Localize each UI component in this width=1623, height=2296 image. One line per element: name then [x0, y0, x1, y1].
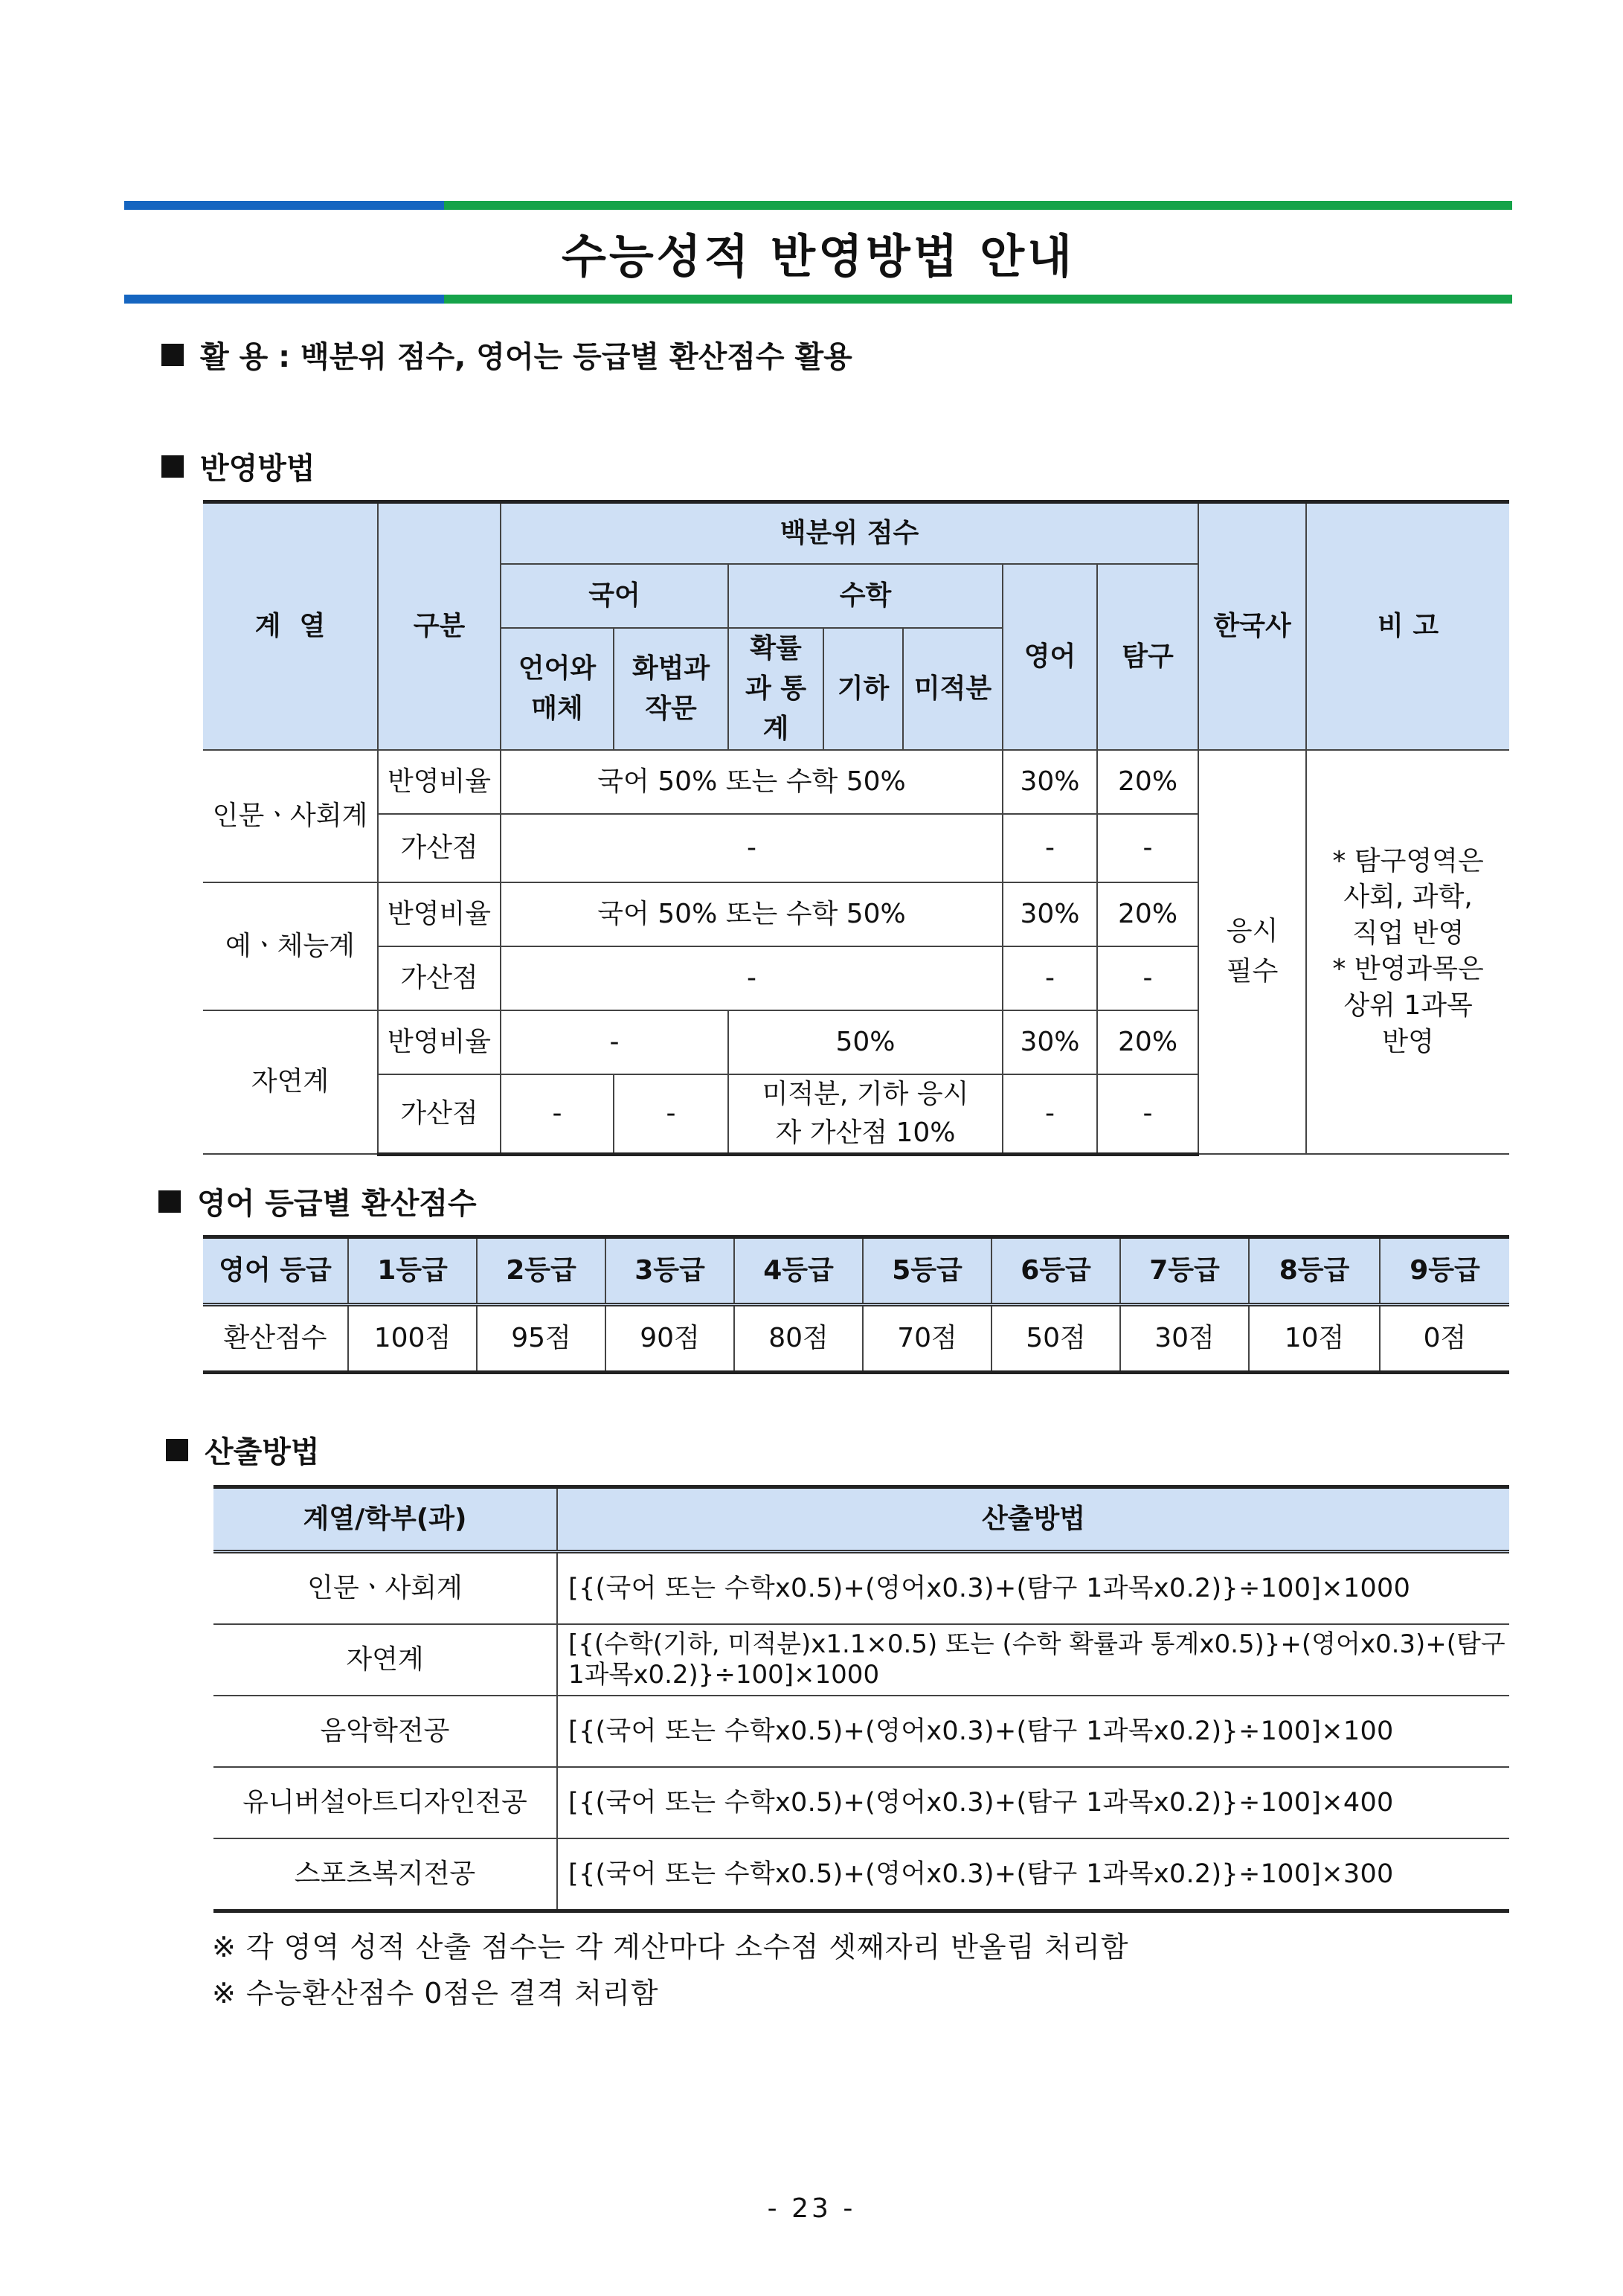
calc-header-dept: 계열/학부(과)	[213, 1487, 557, 1552]
title-bar-top	[124, 201, 1512, 210]
calc-header-method: 산출방법	[557, 1487, 1509, 1552]
square-bullet-icon	[166, 1439, 188, 1461]
row-value: 국어 50% 또는 수학 50%	[501, 882, 1003, 946]
header-division: 구분	[378, 502, 501, 750]
row-value: 미적분, 기하 응시자 가산점 10%	[728, 1074, 1003, 1155]
calc-formula: [{(국어 또는 수학x0.5)+(영어x0.3)+(탐구 1과목x0.2)}÷100]×1000	[557, 1552, 1509, 1625]
grade-cell: 4등급	[734, 1237, 863, 1305]
calc-dept: 유니버설아트디자인전공	[213, 1767, 557, 1838]
grade-cell: 1등급	[348, 1237, 477, 1305]
calculation-heading	[166, 1428, 320, 1471]
score-cell: 10점	[1249, 1305, 1380, 1373]
score-cell: 80점	[734, 1305, 863, 1373]
header-percentile: 백분위 점수	[501, 502, 1198, 564]
footnote-disqualify: ※ 수능환산점수 0점은 결격 처리함	[212, 1977, 659, 2010]
grade-cell: 2등급	[477, 1237, 605, 1305]
remark-line: 상위 1과목	[1343, 990, 1473, 1022]
row-value: 30%	[1003, 750, 1097, 814]
row-label: 가산점	[378, 946, 501, 1010]
english-grade-table	[203, 1235, 1509, 1374]
row-category-humanities: 인문ㆍ사회계	[203, 750, 378, 882]
header-category: 계 열	[203, 502, 378, 750]
calc-formula: [{(수학(기하, 미적분)x1.1×0.5) 또는 (수학 확률과 통계x0.5)}+(영어x0.3)+(탐구 1과목x0.2)}÷100]×1000	[557, 1624, 1509, 1696]
header-english: 영어	[1003, 564, 1097, 750]
calc-formula: [{(국어 또는 수학x0.5)+(영어x0.3)+(탐구 1과목x0.2)}÷100]×300	[557, 1838, 1509, 1911]
reflection-heading	[161, 445, 315, 487]
remark-line: 반영	[1382, 1026, 1434, 1057]
grade-cell: 6등급	[992, 1237, 1120, 1305]
score-cell: 100점	[348, 1305, 477, 1373]
row-value: 20%	[1097, 882, 1198, 946]
row-value: -	[1097, 814, 1198, 882]
row-category-arts: 예ㆍ체능계	[203, 882, 378, 1010]
header-math: 수학	[728, 564, 1003, 628]
page-number: - 23 -	[767, 2193, 856, 2224]
grade-header-label: 영어 등급	[203, 1237, 348, 1305]
row-label: 가산점	[378, 814, 501, 882]
remark-line: * 반영과목은	[1332, 954, 1484, 985]
calculation-heading-text: 산출방법	[205, 1435, 320, 1469]
calc-formula: [{(국어 또는 수학x0.5)+(영어x0.3)+(탐구 1과목x0.2)}÷100]×400	[557, 1767, 1509, 1838]
calc-formula: [{(국어 또는 수학x0.5)+(영어x0.3)+(탐구 1과목x0.2)}÷100]×100	[557, 1696, 1509, 1767]
title-band	[124, 201, 1512, 305]
remarks-cell	[1306, 750, 1509, 1155]
header-history: 한국사	[1198, 502, 1306, 750]
usage-heading	[161, 333, 852, 376]
score-cell: 30점	[1120, 1305, 1249, 1373]
score-cell: 90점	[605, 1305, 734, 1373]
square-bullet-icon	[158, 1190, 181, 1213]
title-bar-bottom	[124, 295, 1512, 304]
grade-cell: 9등급	[1380, 1237, 1509, 1305]
row-value: -	[501, 1010, 728, 1074]
score-cell: 50점	[992, 1305, 1120, 1373]
calculation-table	[213, 1485, 1509, 1913]
remark-line: 사회, 과학,	[1343, 882, 1473, 913]
remark-line: * 탐구영역은	[1332, 845, 1484, 876]
header-math-sub3: 미적분	[903, 628, 1003, 750]
row-value: -	[1003, 814, 1097, 882]
history-line: 필수	[1226, 956, 1279, 987]
row-value: -	[1003, 1074, 1097, 1155]
row-value: 국어 50% 또는 수학 50%	[501, 750, 1003, 814]
row-value: 20%	[1097, 1010, 1198, 1074]
page-title: 수능성적 반영방법 안내	[561, 228, 1076, 283]
row-value: -	[1097, 946, 1198, 1010]
grade-cell: 5등급	[863, 1237, 992, 1305]
calc-dept: 음악학전공	[213, 1696, 557, 1767]
grade-cell: 3등급	[605, 1237, 734, 1305]
calc-dept: 자연계	[213, 1624, 557, 1696]
grade-cell: 8등급	[1249, 1237, 1380, 1305]
footnote-rounding: ※ 각 영역 성적 산출 점수는 각 계산마다 소수점 셋째자리 반올림 처리함	[212, 1931, 1129, 1963]
header-inquiry: 탐구	[1097, 564, 1198, 750]
history-required	[1198, 750, 1306, 1155]
header-korean-sub2: 화법과 작문	[614, 628, 728, 750]
grade-cell: 7등급	[1120, 1237, 1249, 1305]
square-bullet-icon	[161, 455, 184, 478]
remark-line: 직업 반영	[1352, 917, 1465, 949]
header-math-sub1: 확률과 통계	[728, 628, 823, 750]
score-cell: 95점	[477, 1305, 605, 1373]
score-row-label: 환산점수	[203, 1305, 348, 1373]
english-heading-text: 영어 등급별 환산점수	[197, 1187, 477, 1221]
row-value: -	[1097, 1074, 1198, 1155]
row-label: 반영비율	[378, 882, 501, 946]
square-bullet-icon	[161, 344, 184, 366]
row-label: 반영비율	[378, 750, 501, 814]
row-value: 20%	[1097, 750, 1198, 814]
header-korean: 국어	[501, 564, 728, 628]
row-value: 30%	[1003, 1010, 1097, 1074]
row-value: -	[614, 1074, 728, 1155]
row-value: -	[501, 946, 1003, 1010]
reflection-heading-text: 반영방법	[200, 452, 315, 486]
calc-dept: 스포츠복지전공	[213, 1838, 557, 1911]
score-cell: 70점	[863, 1305, 992, 1373]
row-category-science: 자연계	[203, 1010, 378, 1155]
row-value: 30%	[1003, 882, 1097, 946]
reflection-table	[203, 500, 1509, 1156]
row-value: -	[1003, 946, 1097, 1010]
english-heading	[158, 1180, 477, 1222]
score-cell: 0점	[1380, 1305, 1509, 1373]
history-line: 응시	[1226, 916, 1279, 947]
usage-text: 활 용 : 백분위 점수, 영어는 등급별 환산점수 활용	[200, 340, 852, 374]
header-math-sub2: 기하	[823, 628, 903, 750]
calc-dept: 인문ㆍ사회계	[213, 1552, 557, 1625]
row-value: 50%	[728, 1010, 1003, 1074]
row-value: -	[501, 814, 1003, 882]
row-label: 반영비율	[378, 1010, 501, 1074]
row-value: -	[501, 1074, 614, 1155]
row-label: 가산점	[378, 1074, 501, 1155]
header-korean-sub1: 언어와 매체	[501, 628, 614, 750]
header-remarks: 비 고	[1306, 502, 1509, 750]
